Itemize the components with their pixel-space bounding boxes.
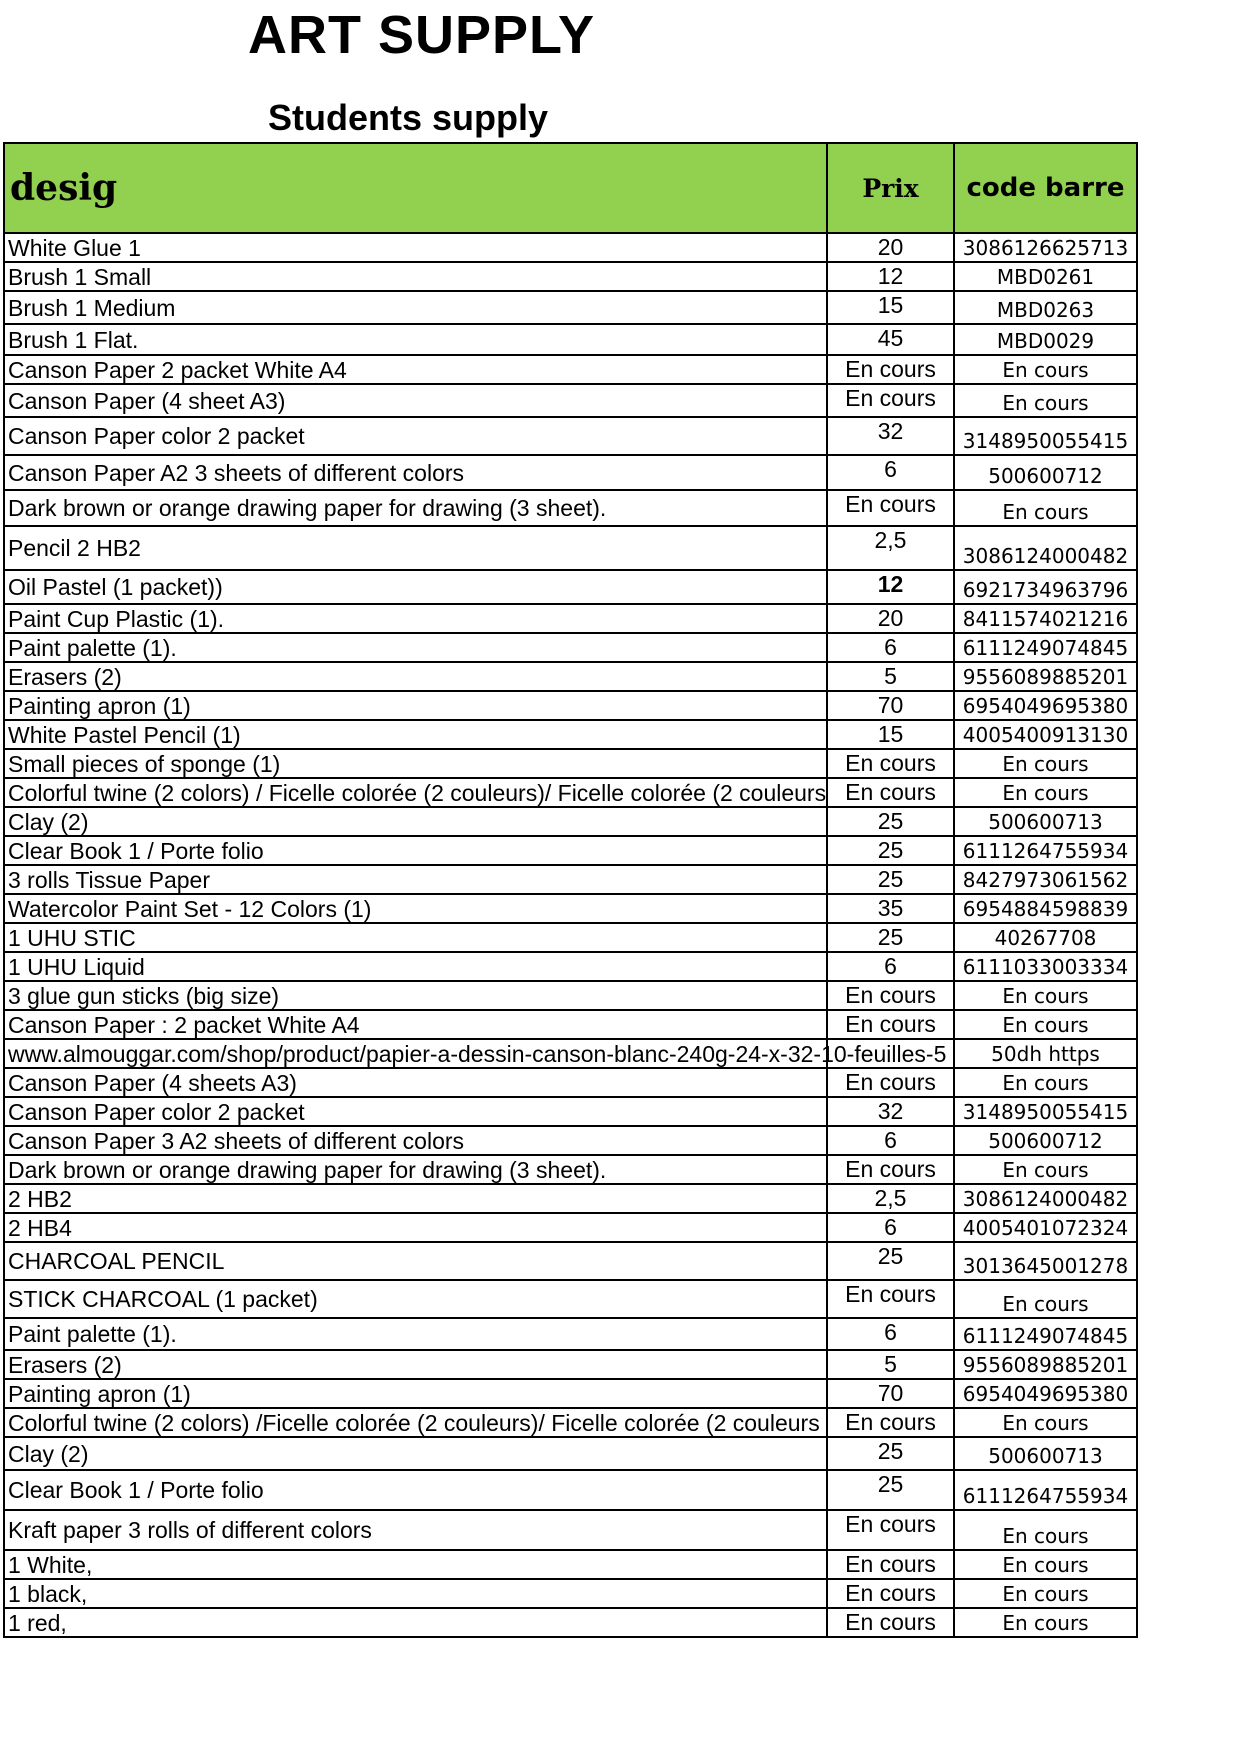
cell-code: En cours bbox=[954, 1550, 1137, 1579]
cell-desig: Clear Book 1 / Porte folio bbox=[4, 836, 827, 865]
cell-prix: 6 bbox=[827, 455, 954, 490]
cell-desig: Painting apron (1) bbox=[4, 691, 827, 720]
cell-prix: En cours bbox=[827, 1010, 954, 1039]
table-row bbox=[4, 1318, 1137, 1350]
cell-desig: Colorful twine (2 colors) / Ficelle colorée (2 couleurs)/ Ficelle colorée (2 couleurs bbox=[4, 778, 827, 807]
cell-desig: Canson Paper color 2 packet bbox=[4, 417, 827, 455]
cell-prix: 6 bbox=[827, 633, 954, 662]
cell-prix: 70 bbox=[827, 691, 954, 720]
cell-desig: Dark brown or orange drawing paper for drawing (3 sheet). bbox=[4, 490, 827, 526]
cell-prix: 20 bbox=[827, 604, 954, 633]
cell-desig: Small pieces of sponge (1) bbox=[4, 749, 827, 778]
table-row bbox=[4, 923, 1137, 952]
cell-prix: En cours bbox=[827, 1550, 954, 1579]
cell-prix: 45 bbox=[827, 324, 954, 355]
cell-prix: 5 bbox=[827, 1350, 954, 1379]
cell-code: 6111033003334 bbox=[954, 952, 1137, 981]
cell-code: 3013645001278 bbox=[954, 1242, 1137, 1280]
cell-code: En cours bbox=[954, 1579, 1137, 1608]
header-row bbox=[4, 143, 1137, 233]
table-row bbox=[4, 262, 1137, 291]
table-row bbox=[4, 1097, 1137, 1126]
table-row bbox=[4, 291, 1137, 324]
cell-code: MBD0263 bbox=[954, 291, 1137, 324]
table-row bbox=[4, 1408, 1137, 1437]
cell-prix: En cours bbox=[827, 1280, 954, 1318]
table-row bbox=[4, 1608, 1137, 1637]
cell-code: 6954884598839 bbox=[954, 894, 1137, 923]
cell-prix: 25 bbox=[827, 865, 954, 894]
cell-desig: Painting apron (1) bbox=[4, 1379, 827, 1408]
cell-desig: Canson Paper color 2 packet bbox=[4, 1097, 827, 1126]
cell-desig: Canson Paper (4 sheets A3) bbox=[4, 1068, 827, 1097]
cell-desig: Watercolor Paint Set - 12 Colors (1) bbox=[4, 894, 827, 923]
cell-prix: 20 bbox=[827, 233, 954, 262]
cell-prix: 15 bbox=[827, 720, 954, 749]
cell-prix: En cours bbox=[827, 1408, 954, 1437]
table-row bbox=[4, 836, 1137, 865]
cell-desig: Dark brown or orange drawing paper for drawing (3 sheet). bbox=[4, 1155, 827, 1184]
table-row bbox=[4, 1280, 1137, 1318]
cell-prix: En cours bbox=[827, 355, 954, 384]
table-body bbox=[4, 233, 1137, 1637]
cell-prix: 25 bbox=[827, 836, 954, 865]
cell-desig: White Glue 1 bbox=[4, 233, 827, 262]
cell-desig: 1 UHU STIC bbox=[4, 923, 827, 952]
cell-code: 4005400913130 bbox=[954, 720, 1137, 749]
cell-prix: 6 bbox=[827, 1213, 954, 1242]
document-subtitle: Students supply bbox=[268, 97, 549, 138]
cell-desig: 1 UHU Liquid bbox=[4, 952, 827, 981]
cell-code: En cours bbox=[954, 981, 1137, 1010]
cell-desig: Canson Paper A2 3 sheets of different colors bbox=[4, 455, 827, 490]
table-row bbox=[4, 1550, 1137, 1579]
cell-code: 6111264755934 bbox=[954, 1470, 1137, 1510]
cell-code: En cours bbox=[954, 778, 1137, 807]
cell-code: 500600712 bbox=[954, 1126, 1137, 1155]
table-row bbox=[4, 384, 1137, 417]
column-header-desig: desig bbox=[4, 143, 827, 233]
cell-code: En cours bbox=[954, 490, 1137, 526]
cell-prix: En cours bbox=[827, 1510, 954, 1550]
cell-prix: 25 bbox=[827, 1470, 954, 1510]
column-header-prix: Prix bbox=[827, 143, 954, 233]
cell-code: En cours bbox=[954, 355, 1137, 384]
cell-desig: Canson Paper 3 A2 sheets of different colors bbox=[4, 1126, 827, 1155]
cell-desig: www.almouggar.com/shop/product/papier-a-dessin-canson-blanc-240g-24-x-32-10-feuilles-5 bbox=[4, 1039, 827, 1068]
cell-code: 8411574021216 bbox=[954, 604, 1137, 633]
cell-desig: Colorful twine (2 colors) /Ficelle colorée (2 couleurs)/ Ficelle colorée (2 couleurs bbox=[4, 1408, 827, 1437]
cell-desig: Paint palette (1). bbox=[4, 633, 827, 662]
cell-code: 9556089885201 bbox=[954, 1350, 1137, 1379]
cell-desig: Kraft paper 3 rolls of different colors bbox=[4, 1510, 827, 1550]
cell-desig: Brush 1 Small bbox=[4, 262, 827, 291]
cell-code: 6921734963796 bbox=[954, 570, 1137, 604]
cell-desig: Canson Paper 2 packet White A4 bbox=[4, 355, 827, 384]
table-row bbox=[4, 1126, 1137, 1155]
cell-prix: En cours bbox=[827, 1608, 954, 1637]
table-row bbox=[4, 1068, 1137, 1097]
cell-desig: 2 HB4 bbox=[4, 1213, 827, 1242]
cell-desig: Paint Cup Plastic (1). bbox=[4, 604, 827, 633]
table-row bbox=[4, 981, 1137, 1010]
cell-prix: En cours bbox=[827, 490, 954, 526]
table-row bbox=[4, 233, 1137, 262]
cell-prix: En cours bbox=[827, 1155, 954, 1184]
cell-desig: Erasers (2) bbox=[4, 662, 827, 691]
cell-prix: 5 bbox=[827, 662, 954, 691]
table-row bbox=[4, 1155, 1137, 1184]
cell-desig: Canson Paper : 2 packet White A4 bbox=[4, 1010, 827, 1039]
cell-code: En cours bbox=[954, 1155, 1137, 1184]
cell-code: 3086124000482 bbox=[954, 1184, 1137, 1213]
table-row bbox=[4, 633, 1137, 662]
column-header-code: code barre bbox=[954, 143, 1137, 233]
cell-code: 500600713 bbox=[954, 1437, 1137, 1470]
table-row bbox=[4, 720, 1137, 749]
table-row bbox=[4, 1510, 1137, 1550]
cell-code: 6954049695380 bbox=[954, 691, 1137, 720]
table-row bbox=[4, 865, 1137, 894]
cell-desig: STICK CHARCOAL (1 packet) bbox=[4, 1280, 827, 1318]
cell-desig: 1 black, bbox=[4, 1579, 827, 1608]
cell-code: 3086124000482 bbox=[954, 526, 1137, 570]
cell-code: MBD0261 bbox=[954, 262, 1137, 291]
table-row bbox=[4, 417, 1137, 455]
supply-table bbox=[3, 142, 1138, 1638]
cell-desig: Canson Paper (4 sheet A3) bbox=[4, 384, 827, 417]
table-row bbox=[4, 1437, 1137, 1470]
table-row bbox=[4, 1184, 1137, 1213]
cell-desig: 2 HB2 bbox=[4, 1184, 827, 1213]
cell-code: En cours bbox=[954, 749, 1137, 778]
table-row bbox=[4, 807, 1137, 836]
cell-desig: 3 glue gun sticks (big size) bbox=[4, 981, 827, 1010]
cell-code: En cours bbox=[954, 1510, 1137, 1550]
cell-code: En cours bbox=[954, 1010, 1137, 1039]
cell-desig: Clay (2) bbox=[4, 807, 827, 836]
cell-prix: 15 bbox=[827, 291, 954, 324]
table-row bbox=[4, 1213, 1137, 1242]
table-row bbox=[4, 749, 1137, 778]
table-row bbox=[4, 1350, 1137, 1379]
cell-code: En cours bbox=[954, 1280, 1137, 1318]
cell-prix: 35 bbox=[827, 894, 954, 923]
table-row bbox=[4, 570, 1137, 604]
cell-code: 6111249074845 bbox=[954, 1318, 1137, 1350]
cell-prix: En cours bbox=[827, 1579, 954, 1608]
table-row bbox=[4, 952, 1137, 981]
cell-code: 6111249074845 bbox=[954, 633, 1137, 662]
cell-code: MBD0029 bbox=[954, 324, 1137, 355]
cell-code: 500600712 bbox=[954, 455, 1137, 490]
cell-prix: 6 bbox=[827, 1126, 954, 1155]
cell-code: 6111264755934 bbox=[954, 836, 1137, 865]
cell-prix: 2,5 bbox=[827, 526, 954, 570]
cell-desig: Clay (2) bbox=[4, 1437, 827, 1470]
cell-code: 4005401072324 bbox=[954, 1213, 1137, 1242]
cell-desig: Pencil 2 HB2 bbox=[4, 526, 827, 570]
table-row bbox=[4, 691, 1137, 720]
cell-code: En cours bbox=[954, 1068, 1137, 1097]
table-row bbox=[4, 355, 1137, 384]
cell-prix: 25 bbox=[827, 923, 954, 952]
cell-prix: En cours bbox=[827, 778, 954, 807]
table-row bbox=[4, 1579, 1137, 1608]
cell-code: En cours bbox=[954, 1608, 1137, 1637]
cell-code: 3148950055415 bbox=[954, 1097, 1137, 1126]
cell-prix: 12 bbox=[827, 262, 954, 291]
cell-code: 8427973061562 bbox=[954, 865, 1137, 894]
table-header bbox=[4, 143, 1137, 233]
cell-code: 40267708 bbox=[954, 923, 1137, 952]
cell-desig: Clear Book 1 / Porte folio bbox=[4, 1470, 827, 1510]
cell-desig: 1 White, bbox=[4, 1550, 827, 1579]
table-row bbox=[4, 1039, 1137, 1068]
cell-prix: En cours bbox=[827, 1068, 954, 1097]
cell-code: 6954049695380 bbox=[954, 1379, 1137, 1408]
table-row bbox=[4, 604, 1137, 633]
table-row bbox=[4, 1379, 1137, 1408]
cell-prix: 6 bbox=[827, 1318, 954, 1350]
cell-code: 500600713 bbox=[954, 807, 1137, 836]
cell-code: 9556089885201 bbox=[954, 662, 1137, 691]
table-row bbox=[4, 1010, 1137, 1039]
cell-prix: 32 bbox=[827, 1097, 954, 1126]
cell-prix: 70 bbox=[827, 1379, 954, 1408]
cell-prix: 12 bbox=[827, 570, 954, 604]
cell-desig: Oil Pastel (1 packet)) bbox=[4, 570, 827, 604]
cell-prix: 25 bbox=[827, 807, 954, 836]
cell-prix: 6 bbox=[827, 952, 954, 981]
cell-prix: 25 bbox=[827, 1242, 954, 1280]
table-row bbox=[4, 526, 1137, 570]
cell-desig: 1 red, bbox=[4, 1608, 827, 1637]
cell-code: 50dh https bbox=[954, 1039, 1137, 1068]
cell-desig: CHARCOAL PENCIL bbox=[4, 1242, 827, 1280]
cell-desig: Brush 1 Flat. bbox=[4, 324, 827, 355]
table-row bbox=[4, 324, 1137, 355]
table-row bbox=[4, 455, 1137, 490]
cell-code: 3086126625713 bbox=[954, 233, 1137, 262]
cell-desig: Brush 1 Medium bbox=[4, 291, 827, 324]
table-row bbox=[4, 1470, 1137, 1510]
table-row bbox=[4, 1242, 1137, 1280]
document-title: ART SUPPLY bbox=[248, 5, 596, 65]
table-row bbox=[4, 662, 1137, 691]
cell-prix: 25 bbox=[827, 1437, 954, 1470]
table-row bbox=[4, 490, 1137, 526]
cell-prix: En cours bbox=[827, 749, 954, 778]
cell-desig: Paint palette (1). bbox=[4, 1318, 827, 1350]
cell-prix: En cours bbox=[827, 981, 954, 1010]
cell-desig: Erasers (2) bbox=[4, 1350, 827, 1379]
cell-code: 3148950055415 bbox=[954, 417, 1137, 455]
cell-code: En cours bbox=[954, 384, 1137, 417]
cell-code: En cours bbox=[954, 1408, 1137, 1437]
table-row bbox=[4, 778, 1137, 807]
cell-prix: En cours bbox=[827, 384, 954, 417]
cell-desig: White Pastel Pencil (1) bbox=[4, 720, 827, 749]
cell-desig: 3 rolls Tissue Paper bbox=[4, 865, 827, 894]
table-row bbox=[4, 894, 1137, 923]
cell-prix: 32 bbox=[827, 417, 954, 455]
cell-prix: 2,5 bbox=[827, 1184, 954, 1213]
